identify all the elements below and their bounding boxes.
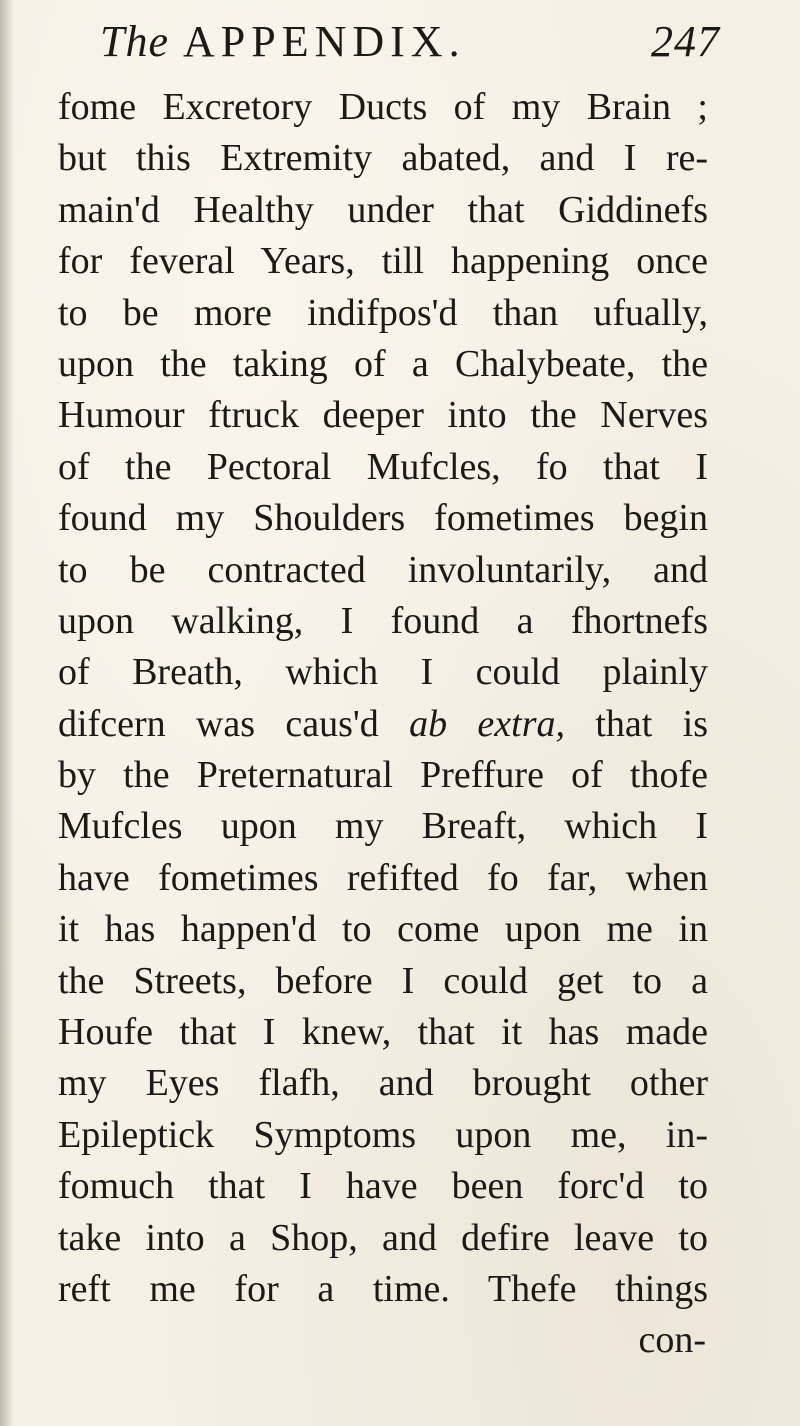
- text-line-tail: that is: [595, 702, 709, 745]
- text-line: by the Preternatural Preffure of thofe: [58, 754, 708, 797]
- text-line: upon walking, I found a fhortnefs: [58, 599, 708, 642]
- text-line: Mufcles upon my Breaft, which I: [58, 805, 708, 848]
- text-line: but this Extremity abated, and I re-: [58, 137, 708, 180]
- text-line: upon the taking of a Chalybeate, the: [58, 342, 708, 385]
- text-line: of the Pectoral Mufcles, fo that I: [58, 445, 708, 488]
- page-number: 247: [651, 17, 720, 66]
- text-line: fomuch that I have been forc'd to: [58, 1165, 708, 1208]
- text-line: to be more indifpos'd than ufually,: [58, 291, 708, 334]
- text-line: my Eyes flafh, and brought other: [58, 1062, 708, 1105]
- latin-phrase: ab extra,: [409, 702, 566, 745]
- text-line: to be contracted involuntarily, and: [58, 548, 708, 591]
- text-line: found my Shoulders fometimes begin: [58, 497, 708, 540]
- text-line: have fometimes refifted fo far, when: [58, 856, 708, 899]
- running-title-caps: APPENDIX.: [183, 17, 466, 66]
- text-line: the Streets, before I could get to a: [58, 959, 708, 1002]
- body-text: [58, 82, 708, 1367]
- text-line-head: difcern was caus'd: [58, 702, 379, 745]
- text-line: fome Excretory Ducts of my Brain ;: [58, 86, 708, 128]
- running-head: [100, 16, 720, 80]
- text-line: it has happen'd to come upon me in: [58, 908, 708, 951]
- text-line: for feveral Years, till happening once: [58, 240, 708, 283]
- text-line: Humour ftruck deeper into the Nerves: [58, 394, 708, 437]
- running-title-italic: The: [100, 17, 169, 66]
- text-line: take into a Shop, and defire leave to: [58, 1216, 708, 1259]
- running-title: [100, 16, 466, 67]
- text-line: reft me for a time. Thefe things: [58, 1267, 708, 1310]
- text-line: Houfe that I knew, that it has made: [58, 1011, 708, 1054]
- text-line-mixed: [58, 699, 708, 750]
- text-line: of Breath, which I could plainly: [58, 651, 708, 694]
- catchword: con-: [638, 1319, 706, 1362]
- text-line: Epileptick Symptoms upon me, in-: [58, 1113, 708, 1156]
- gutter-shadow: [0, 0, 14, 1426]
- text-line: main'd Healthy under that Giddinefs: [58, 188, 708, 231]
